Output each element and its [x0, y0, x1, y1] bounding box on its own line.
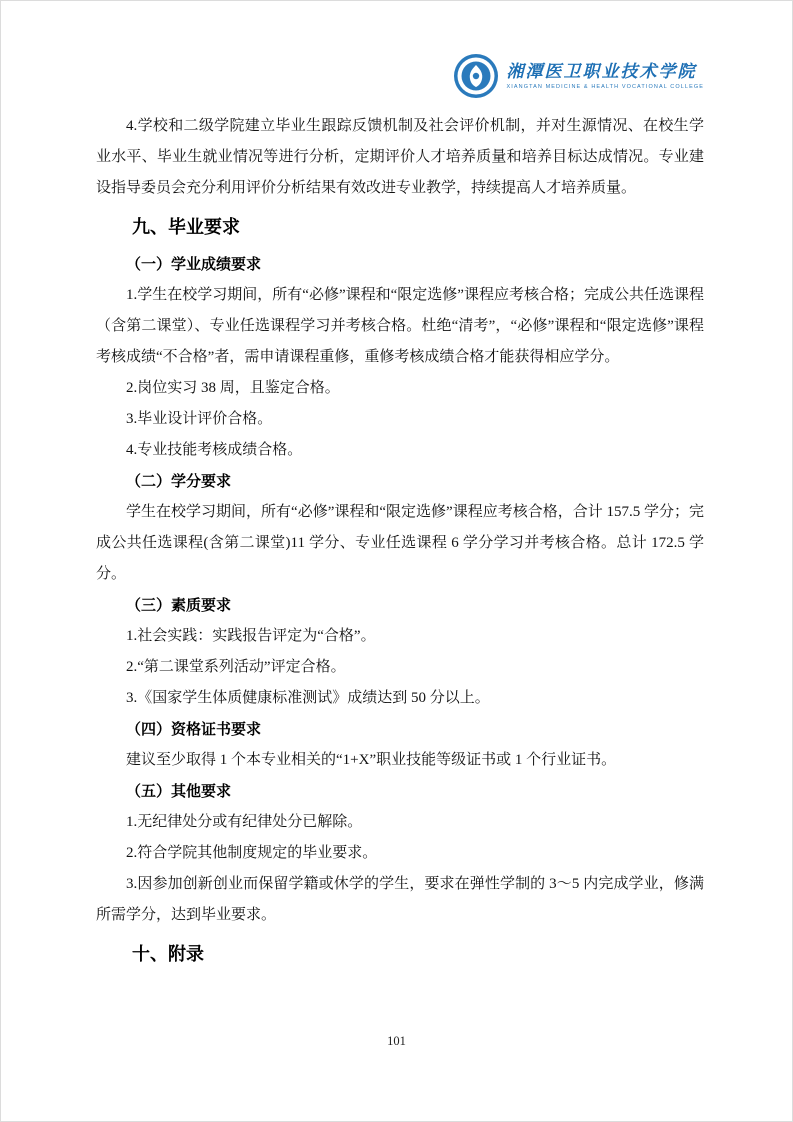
subheading-certificate-requirements: （四）资格证书要求	[126, 721, 262, 738]
heading-appendix: 十、附录	[132, 944, 204, 964]
paragraph-entrepreneurship-leave: 3.因参加创新创业而保留学籍或休学的学生，要求在弹性学制的 3～5 内完成学业，修满所需学分，达到毕业要求。	[96, 876, 704, 923]
heading-graduation-requirements: 九、毕业要求	[132, 217, 240, 237]
college-emblem-icon	[453, 53, 499, 99]
paragraph-physical-fitness: 3.《国家学生体质健康标准测试》成绩达到 50 分以上。	[126, 690, 490, 706]
subheading-other-requirements: （五）其他要求	[126, 783, 232, 800]
college-name-cn: 湘潭医卫职业技术学院	[506, 61, 697, 81]
paragraph-graduation-design: 3.毕业设计评价合格。	[126, 411, 273, 427]
paragraph-certificate-advice: 建议至少取得 1 个本专业相关的“1+X”职业技能等级证书或 1 个行业证书。	[126, 752, 617, 768]
college-name-en: XIANGTAN MEDICINE & HEALTH VOCATIONAL COLLEGE	[506, 83, 704, 90]
subheading-credit-requirements: （二）学分要求	[126, 473, 232, 490]
paragraph-discipline: 1.无纪律处分或有纪律处分已解除。	[126, 814, 363, 830]
subheading-academic-performance: （一）学业成绩要求	[126, 256, 262, 273]
paragraph-evaluation-mechanism: 4.学校和二级学院建立毕业生跟踪反馈机制及社会评价机制，并对生源情况、在校生学业水平、毕业生就业情况等进行分析，定期评价人才培养质量和培养目标达成情况。专业建设指导委员会充分利用评价分析结果有效改进专业教学，持续提高人才培养质量。	[96, 118, 704, 196]
paragraph-other-rules: 2.符合学院其他制度规定的毕业要求。	[126, 845, 378, 861]
paragraph-course-pass-requirements: 1.学生在校学习期间，所有“必修”课程和“限定选修”课程应考核合格；完成公共任选课程（含第二课堂）、专业任选课程学习并考核合格。杜绝“清考”，“必修”课程和“限定选修”课程考核成绩“不合格”者，需申请课程重修，重修考核成绩合格才能获得相应学分。	[96, 287, 704, 365]
page-number: 101	[387, 1034, 406, 1048]
page-header	[1, 1, 792, 99]
subheading-quality-requirements: （三）素质要求	[126, 597, 232, 614]
paragraph-credit-totals: 学生在校学习期间，所有“必修”课程和“限定选修”课程应考核合格，合计 157.5 学分；完成公共任选课程(含第二课堂)11 学分、专业任选课程 6 学分学习并考核合格。总计 172.5 学分。	[96, 504, 704, 582]
page-footer	[1, 1034, 792, 1049]
paragraph-internship-requirement: 2.岗位实习 38 周，且鉴定合格。	[126, 380, 340, 396]
college-logo	[453, 53, 704, 99]
paragraph-second-classroom: 2.“第二课堂系列活动”评定合格。	[126, 659, 346, 675]
paragraph-skill-assessment: 4.专业技能考核成绩合格。	[126, 442, 303, 458]
document-content	[1, 99, 792, 971]
paragraph-social-practice: 1.社会实践：实践报告评定为“合格”。	[126, 628, 376, 644]
college-logo-text	[506, 61, 704, 92]
